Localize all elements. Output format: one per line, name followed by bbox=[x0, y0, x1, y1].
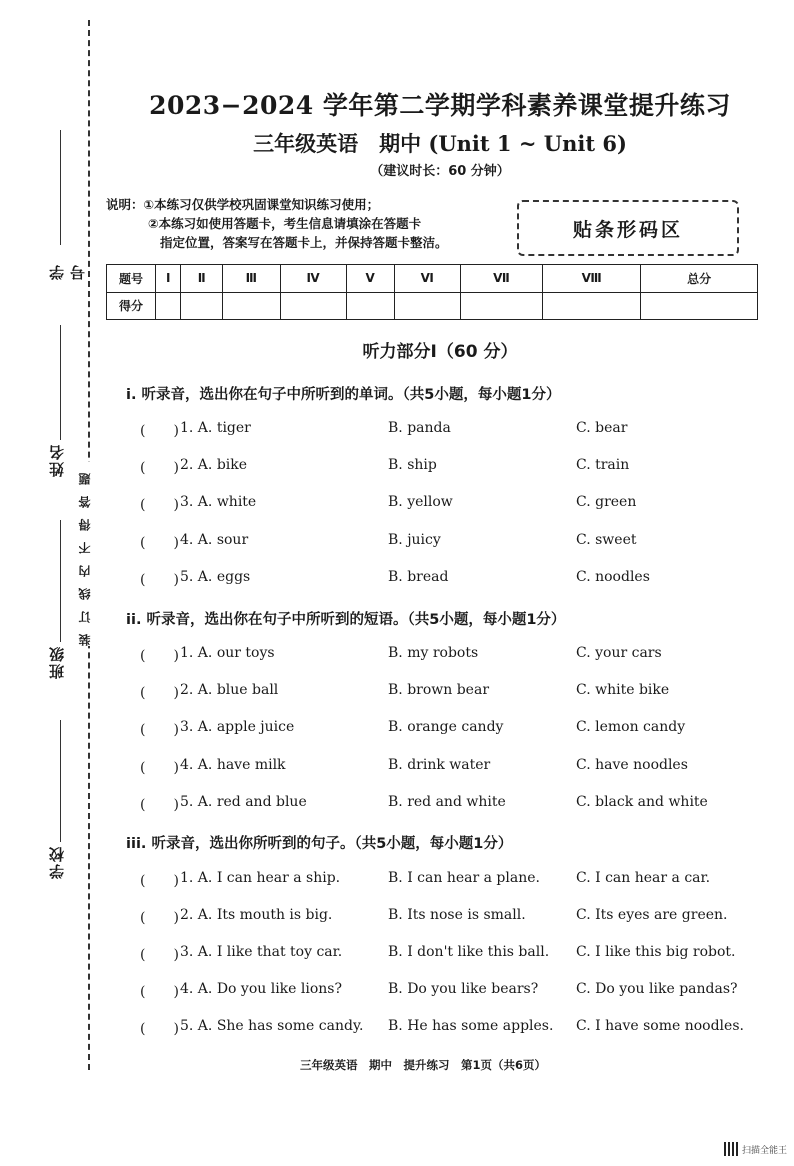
option-b: B. He has some apples. bbox=[388, 1018, 554, 1034]
part-heading: ii. 听录音，选出你在句子中所听到的短语。（共5小题，每小题1分） bbox=[126, 612, 566, 628]
school-line bbox=[60, 720, 61, 842]
option-a: 5. A. eggs bbox=[180, 569, 251, 585]
answer-blank: ( ) bbox=[140, 722, 179, 738]
binding-note: 装订线内不得答题 bbox=[76, 462, 96, 646]
option-b: B. panda bbox=[388, 420, 451, 436]
answer-blank: ( ) bbox=[140, 797, 179, 813]
answer-blank: ( ) bbox=[140, 873, 179, 889]
score-cell bbox=[641, 292, 758, 320]
option-c: C. sweet bbox=[576, 532, 637, 548]
question-row bbox=[140, 944, 760, 966]
exam-duration: （建议时长：60 分钟） bbox=[370, 164, 510, 179]
option-b: B. Its nose is small. bbox=[388, 907, 526, 923]
answer-blank: ( ) bbox=[140, 760, 179, 776]
watermark-text: 扫描全能王 bbox=[742, 1145, 788, 1156]
score-cell bbox=[280, 292, 346, 320]
question-row bbox=[140, 981, 760, 1003]
option-c: C. train bbox=[576, 457, 630, 473]
score-header-cell: 总分 bbox=[641, 265, 758, 293]
name-field bbox=[46, 325, 76, 485]
score-header-cell: Ⅵ bbox=[394, 265, 460, 293]
option-a: 1. A. I can hear a ship. bbox=[180, 870, 341, 886]
option-c: C. I like this big robot. bbox=[576, 944, 736, 960]
option-b: B. I can hear a plane. bbox=[388, 870, 540, 886]
option-a: 5. A. She has some candy. bbox=[180, 1018, 364, 1034]
question-row bbox=[140, 757, 760, 779]
score-header-cell: Ⅳ bbox=[280, 265, 346, 293]
option-a: 2. A. bike bbox=[180, 457, 248, 473]
option-a: 2. A. blue ball bbox=[180, 682, 279, 698]
part-heading: i. 听录音，选出你在句子中所听到的单词。（共5小题，每小题1分） bbox=[126, 387, 561, 403]
score-header-cell: 题号 bbox=[107, 265, 156, 293]
option-b: B. drink water bbox=[388, 757, 491, 773]
page-footer: 三年级英语 期中 提升练习 第1页（共6页） bbox=[300, 1058, 547, 1072]
option-b: B. bread bbox=[388, 569, 449, 585]
option-c: C. your cars bbox=[576, 645, 662, 661]
class-field bbox=[46, 520, 76, 685]
score-cell bbox=[181, 292, 223, 320]
question-row bbox=[140, 494, 760, 516]
option-b: B. my robots bbox=[388, 645, 479, 661]
question-row bbox=[140, 569, 760, 591]
answer-blank: ( ) bbox=[140, 1021, 179, 1037]
answer-blank: ( ) bbox=[140, 685, 179, 701]
score-table bbox=[106, 264, 758, 320]
option-c: C. Its eyes are green. bbox=[576, 907, 728, 923]
option-a: 3. A. apple juice bbox=[180, 719, 295, 735]
class-label: 班级 bbox=[48, 645, 66, 679]
question-row bbox=[140, 420, 760, 442]
answer-blank: ( ) bbox=[140, 947, 179, 963]
score-cell bbox=[156, 292, 181, 320]
score-cell bbox=[223, 292, 281, 320]
question-row bbox=[140, 457, 760, 479]
student-id-line bbox=[60, 130, 61, 245]
option-a: 4. A. have milk bbox=[180, 757, 286, 773]
question-row bbox=[140, 719, 760, 741]
score-table-header-row bbox=[107, 265, 758, 293]
instruction-line-2: ②本练习如使用答题卡，考生信息请填涂在答题卡 bbox=[148, 216, 422, 231]
question-row bbox=[140, 1018, 760, 1040]
answer-blank: ( ) bbox=[140, 572, 179, 588]
option-c: C. white bike bbox=[576, 682, 670, 698]
score-header-cell: Ⅲ bbox=[223, 265, 281, 293]
score-cell bbox=[460, 292, 542, 320]
option-a: 1. A. our toys bbox=[180, 645, 275, 661]
option-b: B. Do you like bears? bbox=[388, 981, 539, 997]
option-b: B. orange candy bbox=[388, 719, 504, 735]
question-row bbox=[140, 794, 760, 816]
class-line bbox=[60, 520, 61, 642]
option-a: 5. A. red and blue bbox=[180, 794, 307, 810]
option-c: C. green bbox=[576, 494, 637, 510]
question-row bbox=[140, 907, 760, 929]
barcode-area: 贴条形码区 bbox=[517, 200, 739, 256]
student-id-label: 学号 bbox=[48, 263, 87, 280]
option-c: C. Do you like pandas? bbox=[576, 981, 738, 997]
score-header-cell: Ⅴ bbox=[346, 265, 394, 293]
option-b: B. I don't like this ball. bbox=[388, 944, 550, 960]
score-header-cell: Ⅱ bbox=[181, 265, 223, 293]
option-a: 3. A. I like that toy car. bbox=[180, 944, 343, 960]
part-heading: iii. 听录音，选出你所听到的句子。（共5小题，每小题1分） bbox=[126, 836, 513, 852]
listening-section-title: 听力部分Ⅰ（60 分） bbox=[362, 342, 518, 362]
scanner-watermark bbox=[724, 1142, 787, 1156]
exam-title: 2023−2024 学年第二学期学科素养课堂提升练习 bbox=[149, 91, 731, 120]
option-b: B. red and white bbox=[388, 794, 506, 810]
exam-subtitle: 三年级英语 期中 (Unit 1 ~ Unit 6) bbox=[253, 131, 627, 156]
name-label: 姓名 bbox=[48, 443, 66, 477]
answer-blank: ( ) bbox=[140, 910, 179, 926]
qr-code-icon bbox=[724, 1142, 738, 1156]
option-c: C. I can hear a car. bbox=[576, 870, 711, 886]
score-cell bbox=[394, 292, 460, 320]
school-field bbox=[46, 720, 76, 890]
answer-blank: ( ) bbox=[140, 984, 179, 1000]
score-table-score-row bbox=[107, 292, 758, 320]
option-c: C. I have some noodles. bbox=[576, 1018, 744, 1034]
option-b: B. yellow bbox=[388, 494, 453, 510]
answer-blank: ( ) bbox=[140, 460, 179, 476]
option-c: C. bear bbox=[576, 420, 628, 436]
option-b: B. ship bbox=[388, 457, 437, 473]
student-id-field bbox=[46, 130, 87, 280]
score-header-cell: Ⅷ bbox=[543, 265, 641, 293]
school-label: 学校 bbox=[48, 845, 66, 879]
question-row bbox=[140, 645, 760, 667]
instruction-line-1: 说明：①本练习仅供学校巩固课堂知识练习使用； bbox=[106, 197, 380, 212]
option-a: 3. A. white bbox=[180, 494, 257, 510]
instructions bbox=[106, 195, 448, 252]
question-row bbox=[140, 870, 760, 892]
option-b: B. brown bear bbox=[388, 682, 490, 698]
score-header-cell: Ⅰ bbox=[156, 265, 181, 293]
option-c: C. noodles bbox=[576, 569, 650, 585]
option-a: 4. A. sour bbox=[180, 532, 249, 548]
question-row bbox=[140, 682, 760, 704]
answer-blank: ( ) bbox=[140, 423, 179, 439]
answer-blank: ( ) bbox=[140, 497, 179, 513]
score-cell bbox=[346, 292, 394, 320]
option-a: 4. A. Do you like lions? bbox=[180, 981, 342, 997]
option-c: C. have noodles bbox=[576, 757, 688, 773]
question-row bbox=[140, 532, 760, 554]
answer-blank: ( ) bbox=[140, 535, 179, 551]
score-row-label: 得分 bbox=[107, 292, 156, 320]
option-a: 1. A. tiger bbox=[180, 420, 251, 436]
option-c: C. lemon candy bbox=[576, 719, 686, 735]
option-c: C. black and white bbox=[576, 794, 708, 810]
score-header-cell: Ⅶ bbox=[460, 265, 542, 293]
score-cell bbox=[543, 292, 641, 320]
option-b: B. juicy bbox=[388, 532, 441, 548]
option-a: 2. A. Its mouth is big. bbox=[180, 907, 333, 923]
name-line bbox=[60, 325, 61, 440]
instruction-line-3: 指定位置，答案写在答题卡上，并保持答题卡整洁。 bbox=[160, 235, 448, 250]
answer-blank: ( ) bbox=[140, 648, 179, 664]
